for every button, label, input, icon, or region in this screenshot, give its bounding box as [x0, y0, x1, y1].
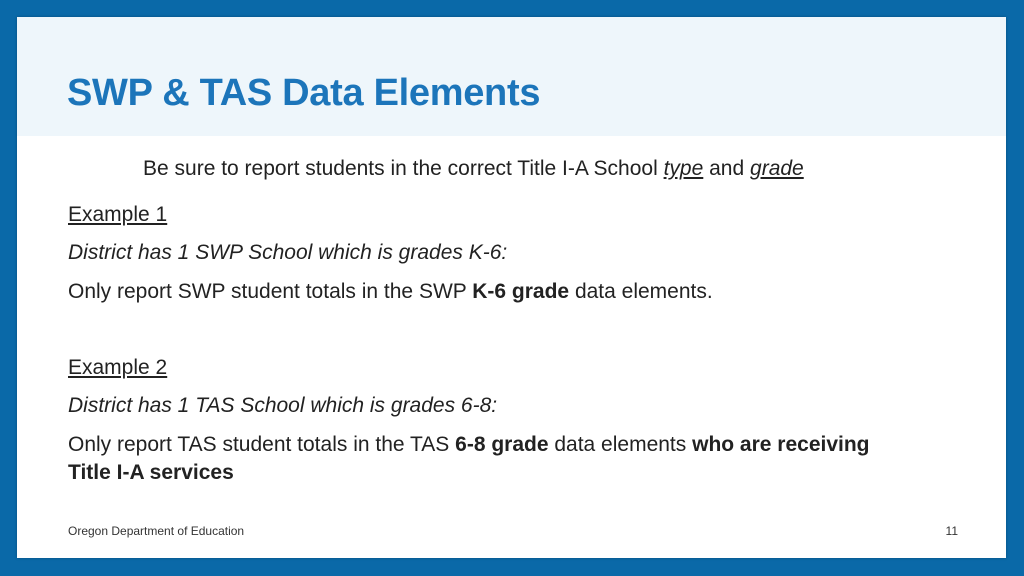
intro-before: Be sure to report students in the correct Title I-A School: [143, 157, 664, 180]
title-band: [17, 17, 1006, 136]
example1-report-before: Only report SWP student totals in the SWP: [68, 280, 473, 303]
example1-report-bold: K-6 grade: [472, 280, 570, 303]
intro-mid: and: [703, 157, 751, 180]
example1-heading: Example 1: [68, 203, 168, 226]
footer-organization: Oregon Department of Education: [68, 524, 245, 538]
example2-report-before: Only report TAS student totals in the TAS: [68, 433, 456, 456]
example2-heading: Example 2: [68, 356, 168, 379]
slide-title: SWP & TAS Data Elements: [67, 72, 541, 114]
example1-district: District has 1 SWP School which is grades K-6:: [68, 241, 508, 264]
example2-report-bold2: who are receiving: [692, 433, 870, 456]
example2-report: [68, 431, 870, 459]
example1-report-after: data elements.: [569, 280, 713, 303]
example2-report-bold: 6-8 grade: [455, 433, 549, 456]
intro-grade-word: grade: [750, 157, 804, 180]
example2-district: District has 1 TAS School which is grades 6-8:: [68, 394, 498, 417]
intro-type-word: type: [663, 157, 704, 180]
example1-report: [68, 278, 713, 306]
example2-report-mid: data elements: [548, 433, 693, 456]
slide: [17, 17, 1006, 558]
intro-text: [143, 157, 804, 181]
example2-report-line2: Title I-A services: [68, 461, 234, 484]
page-number: 11: [945, 524, 958, 538]
